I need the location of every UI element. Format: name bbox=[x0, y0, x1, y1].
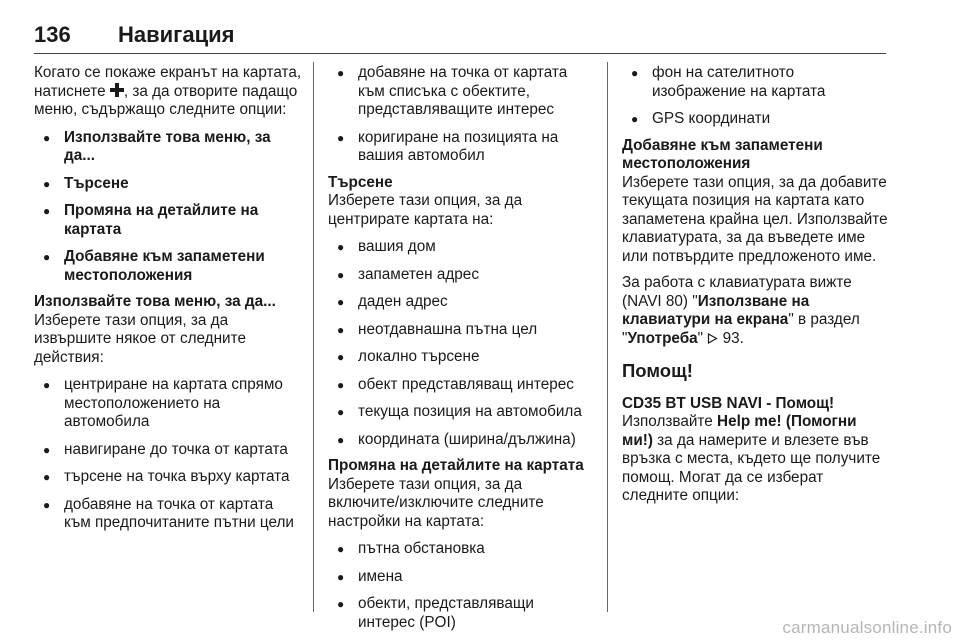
details-list bbox=[328, 540, 592, 632]
paragraph: Изберете тази опция, за да извършите някое от следните действия: bbox=[34, 311, 246, 366]
list-item: ● текуща позиция на автомобила bbox=[328, 403, 592, 422]
list-item: ● локално търсене bbox=[328, 348, 592, 367]
list-item: ● GPS координати bbox=[622, 110, 890, 129]
paragraph: Изберете тази опция, за да добавите текущата позиция на картата като запаметена крайна цел. Използвайте клавиатурата, за да въведете име или потвърдите предложеното име. bbox=[622, 173, 888, 265]
actions-list bbox=[34, 376, 302, 533]
list-item: ● Промяна на детайлите на картата bbox=[34, 202, 302, 239]
list-item: ● даден адрес bbox=[328, 293, 592, 312]
subheading: CD35 BT USB NAVI - Помощ! bbox=[622, 394, 835, 412]
page-header bbox=[34, 22, 886, 52]
list-item: ● добавяне на точка от картата към предпочитаните пътни цели bbox=[34, 496, 302, 533]
list-item: ● обекти, представляващи интерес (POI) bbox=[328, 595, 592, 632]
list-item: ● запаметен адрес bbox=[328, 266, 592, 285]
subheading: Промяна на детайлите на картата bbox=[328, 457, 584, 474]
page-number: 136 bbox=[34, 22, 71, 47]
list-item: ● координата (ширина/дължина) bbox=[328, 431, 592, 450]
plus-icon bbox=[110, 83, 124, 97]
page-reference-icon bbox=[707, 333, 718, 344]
subheading: Добавяне към запаметени местоположения bbox=[622, 136, 823, 172]
subheading: Търсене bbox=[328, 173, 393, 191]
search-list bbox=[328, 238, 592, 449]
help-title: Помощ! bbox=[622, 360, 693, 381]
paragraph: Изберете тази опция, за да включите/изключите следните настройки на картата: bbox=[328, 475, 544, 530]
list-item: ● пътна обстановка bbox=[328, 540, 592, 559]
list-item: ● навигиране до точка от картата bbox=[34, 441, 302, 460]
actions-list-continued bbox=[328, 64, 592, 166]
watermark: carmanualsonline.info bbox=[782, 618, 952, 637]
list-item: ● Добавяне към запаметени местоположения bbox=[34, 248, 302, 285]
list-item: ● центриране на картата спрямо местоположението на автомобила bbox=[34, 376, 302, 432]
column-2 bbox=[328, 64, 592, 632]
list-item: ● имена bbox=[328, 568, 592, 587]
details-list-continued bbox=[622, 64, 890, 129]
section-title: Навигация bbox=[118, 22, 235, 47]
list-item: ● обект представляващ интерес bbox=[328, 376, 592, 395]
reference-link: Използване на клавиатури на екрана bbox=[622, 292, 810, 328]
list-item: ● фон на сателитното изображение на картата bbox=[622, 64, 890, 101]
list-item: ● неотдавнашна пътна цел bbox=[328, 321, 592, 340]
keyboard-reference-paragraph: За работа с клавиатурата вижте (NAVI 80) "Използване на клавиатури на екрана" в раздел "Употреба" 93. bbox=[622, 274, 860, 347]
help-paragraph: Използвайте Help me! (Помогни ми!) за да намерите и влезете във връзка с места, където ще получите помощ. Могат да се изберат следните опции: bbox=[622, 413, 881, 504]
header-rule bbox=[34, 53, 886, 54]
list-item: ● вашия дом bbox=[328, 238, 592, 257]
subheading: Използвайте това меню, за да... bbox=[34, 293, 276, 310]
intro-paragraph: Когато се покаже екранът на картата, натиснете , за да отворите падащо меню, съдържащо следните опции: bbox=[34, 64, 302, 118]
reference-link: Употреба bbox=[627, 329, 698, 347]
list-item: ● коригиране на позицията на вашия автомобил bbox=[328, 129, 592, 166]
menu-options-list bbox=[34, 129, 302, 286]
list-item: ● добавяне на точка от картата към списъка с обектите, представляващите интерес bbox=[328, 64, 592, 120]
paragraph: Изберете тази опция, за да центрирате картата на: bbox=[328, 192, 523, 228]
list-item: ● Търсене bbox=[34, 175, 302, 194]
column-3 bbox=[622, 64, 890, 506]
list-item: ● Използвайте това меню, за да... bbox=[34, 129, 302, 166]
column-1 bbox=[34, 64, 302, 533]
column-divider bbox=[607, 62, 608, 612]
list-item: ● търсене на точка върху картата bbox=[34, 468, 302, 487]
column-divider bbox=[313, 62, 314, 612]
